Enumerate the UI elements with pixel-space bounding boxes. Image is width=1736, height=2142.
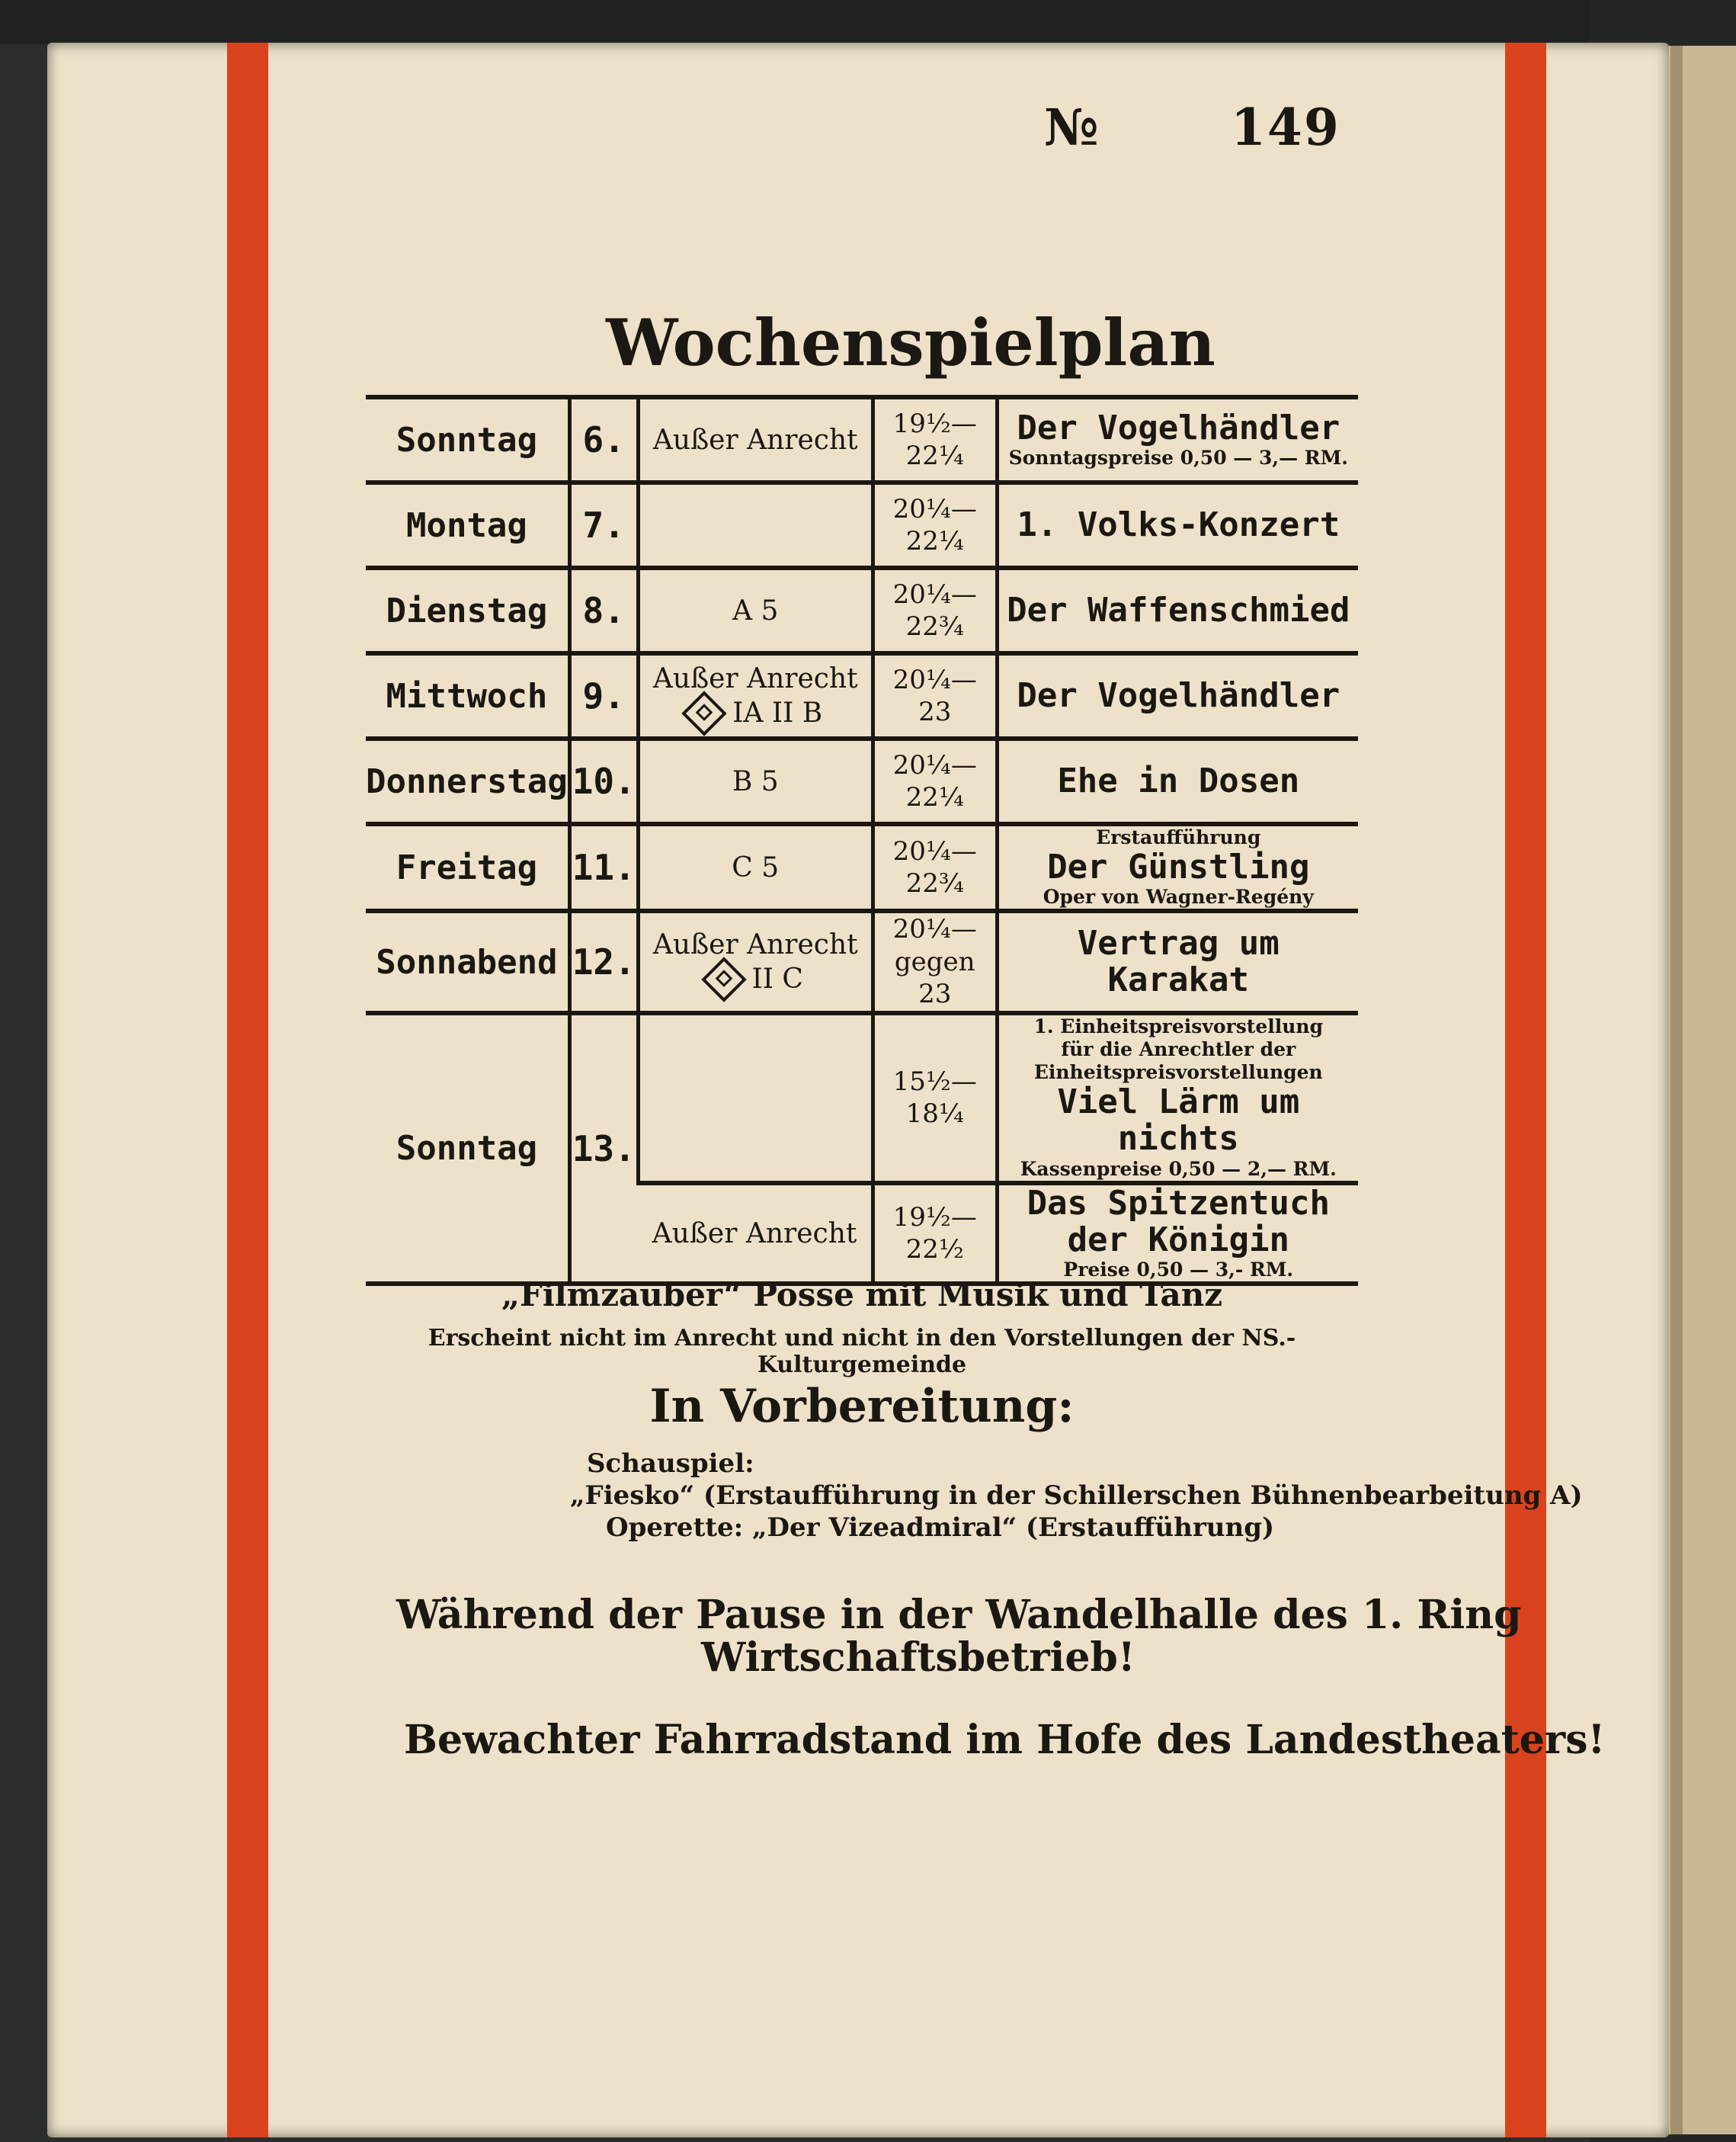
page-gutter [1670, 46, 1683, 2134]
time-start: 15½— [892, 1066, 977, 1097]
date-cell: 11. [569, 824, 638, 911]
play-cell [997, 739, 1358, 824]
table-row [366, 397, 1358, 483]
time-cell [873, 739, 997, 824]
red-border-right [1505, 43, 1546, 2137]
play-cell [997, 397, 1358, 483]
pause-notice: Während der Pause in der Wandelhalle des 1. Ring [396, 1592, 1522, 1638]
subscription-bottom: IA II B [732, 697, 823, 729]
time-start: 20¼— [892, 835, 977, 867]
play-cell [997, 483, 1358, 568]
play-cell [997, 824, 1358, 911]
table-row [366, 739, 1358, 824]
play-cell [997, 653, 1358, 739]
scan-top-edge [0, 0, 1736, 44]
time-cell [873, 653, 997, 739]
time-cell [873, 483, 997, 568]
play-cell [997, 1183, 1358, 1284]
pause-notice-continued: Wirtschaftsbetrieb! [701, 1634, 1135, 1681]
table-row [366, 1013, 1358, 1183]
page-title: Wochenspielplan [606, 305, 1216, 380]
play-note: Sonntagspreise 0,50 — 3,— RM. [1008, 447, 1348, 470]
date-cell: 7. [569, 483, 638, 568]
time-end: 22¾ [905, 611, 964, 642]
time-cell [873, 824, 997, 911]
time-cell [873, 1183, 997, 1284]
time-start: 20¼— [892, 493, 977, 524]
subscription-cell [638, 1013, 873, 1183]
play-title: 1. Volks-Konzert [1017, 505, 1340, 544]
day-cell: Mittwoch [366, 653, 569, 739]
play-title: Ehe in Dosen [1057, 761, 1300, 800]
play-title: Viel Lärm um nichts [1057, 1082, 1300, 1159]
play-cell [997, 1013, 1358, 1183]
time-end: gegen 23 [894, 946, 975, 1010]
day-cell: Sonntag [366, 397, 569, 483]
play-note-top: 1. Einheitspreisvorstellung [1033, 1015, 1324, 1037]
time-end: 22¼ [905, 441, 964, 471]
subscription-top: Außer Anrecht [652, 929, 858, 961]
subscription-cell: B 5 [638, 739, 873, 824]
play-title: Vertrag um Karakat [1077, 923, 1280, 1000]
table-row [366, 483, 1358, 568]
play-note: Oper von Wagner-Regény [1043, 886, 1314, 909]
play-note: Preise 0,50 — 3,- RM. [1063, 1259, 1294, 1281]
date-cell: 8. [569, 568, 638, 653]
play-note: Kassenpreise 0,50 — 2,— RM. [1020, 1157, 1337, 1180]
play-title: Der Waffenschmied [1007, 590, 1350, 630]
date-cell: 10. [569, 739, 638, 824]
prep-line: Operette: „Der Vizeadmiral“ (Erstaufführung) [606, 1512, 1275, 1543]
table-row [366, 911, 1358, 1013]
time-start: 20¼— [892, 914, 977, 945]
weekly-schedule-table [366, 395, 1358, 1286]
play-title: Der Vogelhändler [1017, 675, 1340, 715]
number-value: 149 [1231, 98, 1340, 157]
time-end: 23 [918, 697, 952, 727]
prep-line: „Fiesko“ (Erstaufführung in der Schillerschen Bühnenbearbeitung A) [570, 1480, 1583, 1511]
time-cell [873, 1013, 997, 1183]
subscription-top: Außer Anrecht [652, 663, 858, 694]
play-note-top: Einheitspreisvorstellungen [1033, 1060, 1323, 1083]
prep-line: Schauspiel: [587, 1448, 754, 1479]
bicycle-stand-notice: Bewachter Fahrradstand im Hofe des Landestheaters! [404, 1717, 1606, 1763]
date-cell: 13. [569, 1013, 638, 1284]
time-start: 19½— [892, 1201, 977, 1233]
ring-emblem-icon [682, 691, 727, 736]
time-end: 18¼ [905, 1098, 964, 1130]
subscription-bottom-row [640, 962, 871, 996]
subscription-cell: Außer Anrecht [638, 397, 873, 483]
subscription-bottom: II C [751, 964, 803, 996]
play-title: Das Spitzentuch der Königin [1027, 1183, 1330, 1260]
play-cell [997, 911, 1358, 1013]
date-cell: 6. [569, 397, 638, 483]
in-preparation-heading: In Vorbereitung: [649, 1380, 1075, 1433]
ring-emblem-icon [701, 957, 746, 1002]
red-border-left [227, 43, 268, 2137]
subscription-cell [638, 653, 873, 739]
footnote-notice: Erscheint nicht im Anrecht und nicht in den Vorstellungen der NS.-Kulturgemeinde [428, 1325, 1296, 1378]
date-cell: 9. [569, 653, 638, 739]
footnote-filmzauber: „Filmzauber“ Posse mit Musik und Tanz [501, 1276, 1223, 1313]
table-row [366, 824, 1358, 911]
subscription-cell [638, 911, 873, 1013]
time-end: 22½ [905, 1234, 964, 1265]
day-cell: Sonntag [366, 1013, 569, 1284]
subscription-cell [638, 483, 873, 568]
time-end: 22¼ [905, 526, 964, 556]
day-cell: Dienstag [366, 568, 569, 653]
subscription-bottom-row [640, 696, 871, 730]
play-title: Der Günstling [1047, 848, 1310, 887]
time-start: 20¼— [892, 749, 977, 781]
play-note-top: Erstaufführung [1096, 826, 1261, 848]
time-end: 22¾ [905, 868, 964, 899]
subscription-cell: Außer Anrecht [638, 1183, 873, 1284]
time-cell [873, 568, 997, 653]
table-row [366, 653, 1358, 739]
subscription-cell: C 5 [638, 824, 873, 911]
play-note-top: für die Anrechtler der [1061, 1037, 1296, 1060]
day-cell: Donnerstag [366, 739, 569, 824]
number-label: № [1044, 98, 1100, 157]
time-start: 20¼— [892, 579, 977, 610]
time-end: 22¼ [905, 782, 964, 813]
day-cell: Sonnabend [366, 911, 569, 1013]
play-title: Der Vogelhändler [1017, 408, 1340, 447]
time-start: 19½— [892, 408, 977, 439]
subscription-cell: A 5 [638, 568, 873, 653]
date-cell: 12. [569, 911, 638, 1013]
table-row [366, 568, 1358, 653]
day-cell: Freitag [366, 824, 569, 911]
time-cell [873, 397, 997, 483]
time-start: 20¼— [892, 664, 977, 695]
play-cell [997, 568, 1358, 653]
day-cell: Montag [366, 483, 569, 568]
time-cell [873, 911, 997, 1013]
